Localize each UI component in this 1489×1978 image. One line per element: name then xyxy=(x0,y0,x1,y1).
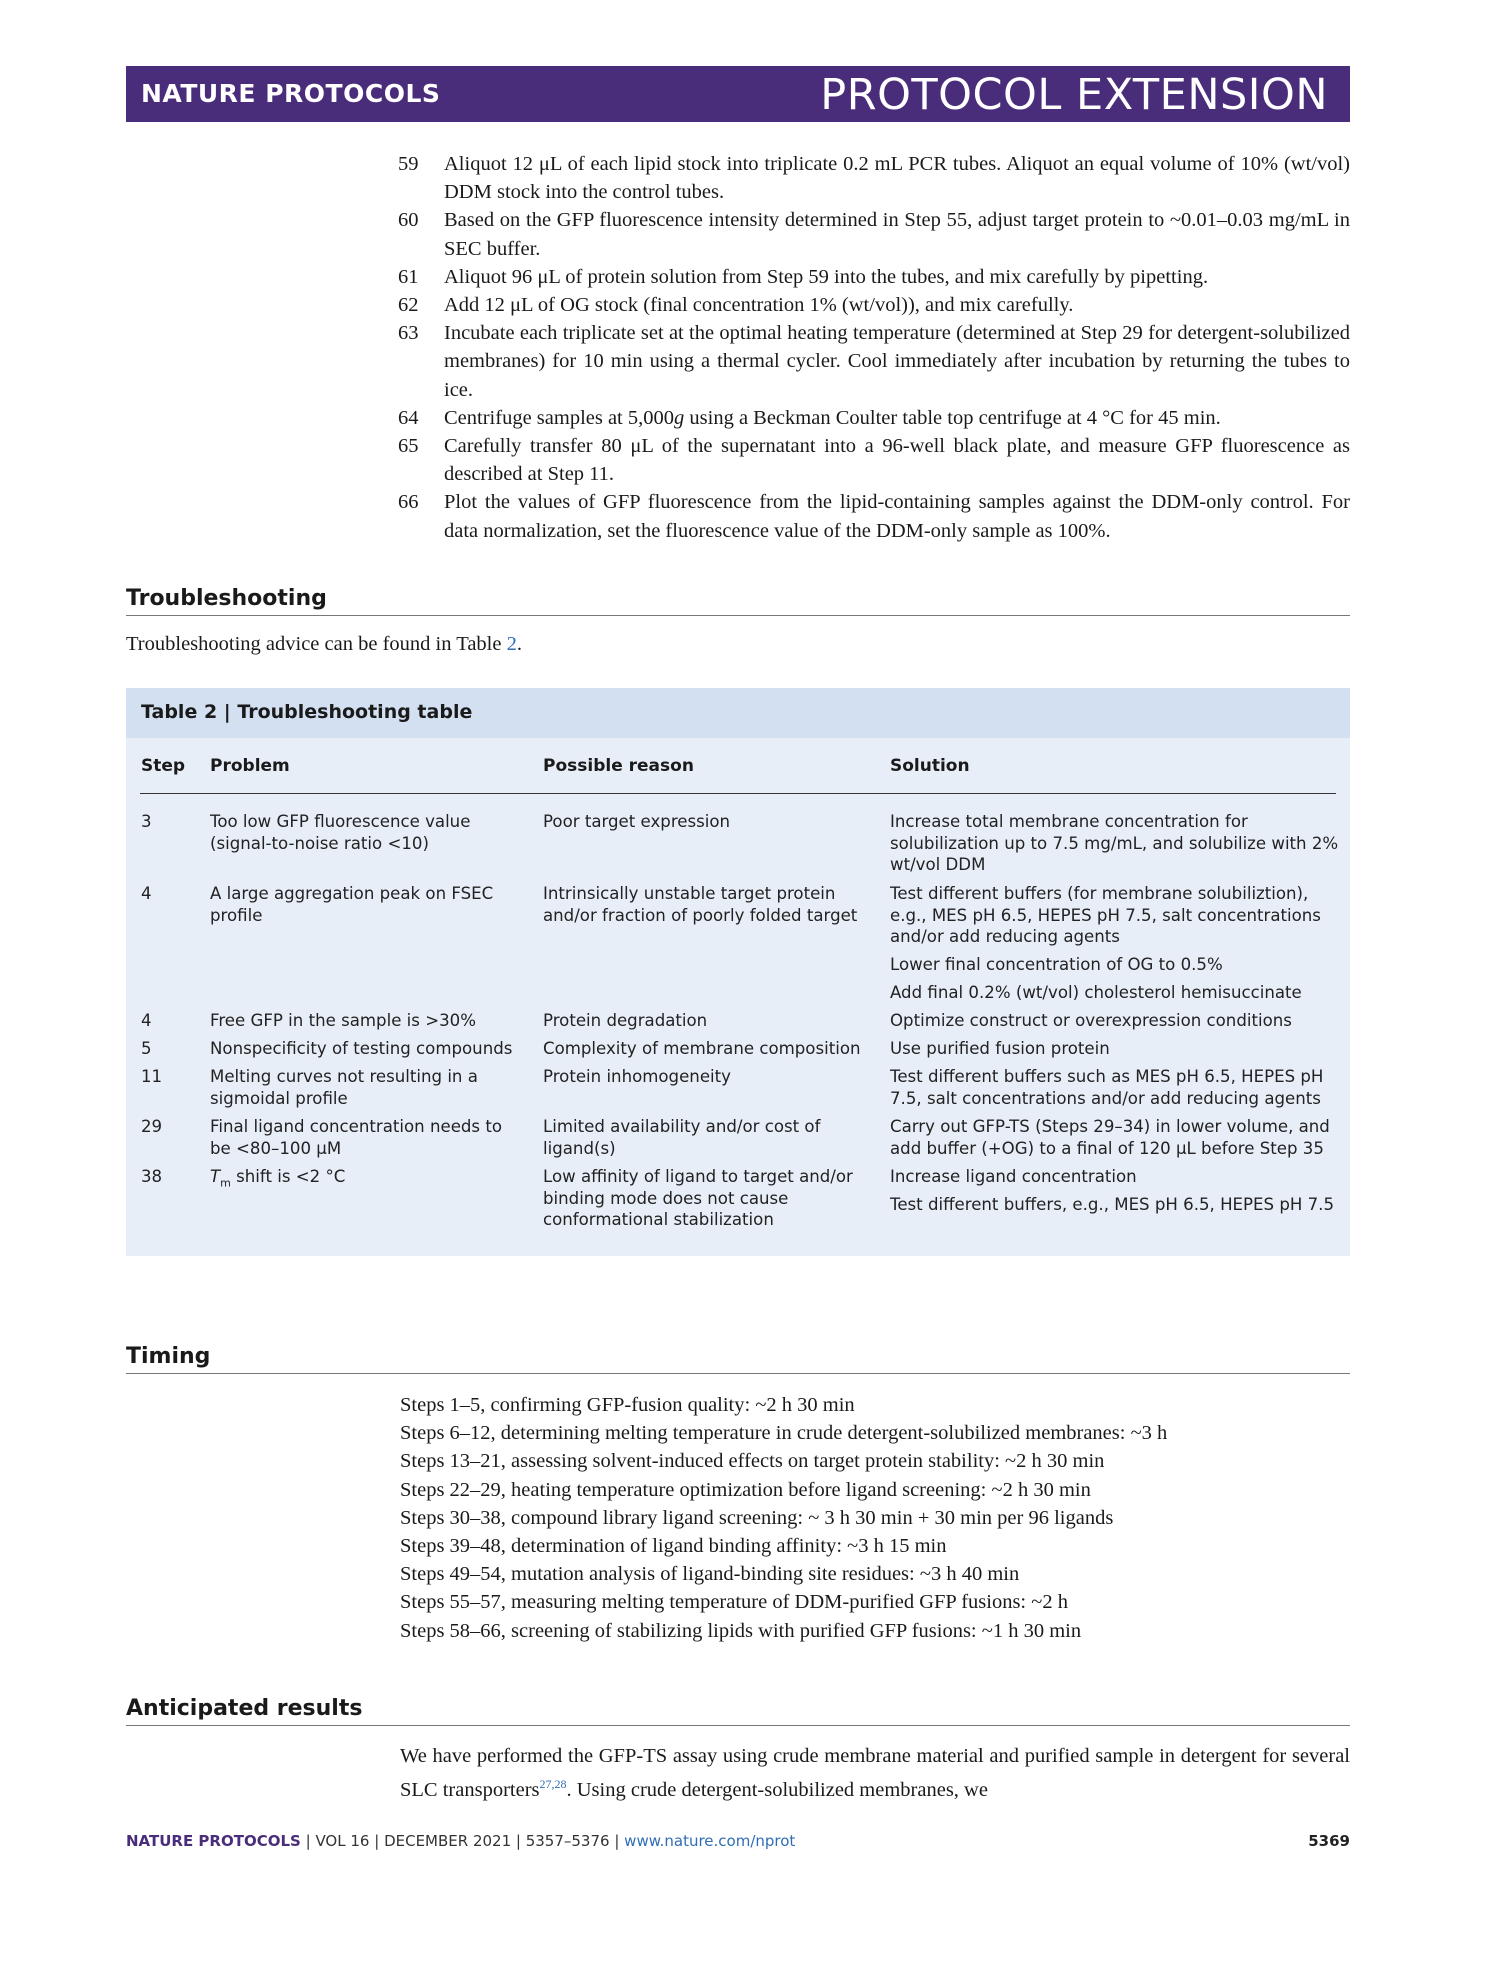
footer-url-link[interactable]: www.nature.com/nprot xyxy=(624,1832,796,1850)
timing-line: Steps 55–57, measuring melting temperature of DDM-purified GFP fusions: ~2 h xyxy=(400,1591,1068,1614)
table-row-3-reason: Protein degradation xyxy=(543,1011,708,1030)
table-row-6-solution: Carry out GFP-TS (Steps 29–34) in lower volume, and add buffer (+OG) to a final of 120 μL before Step 35 xyxy=(890,1117,1330,1158)
table-row-7-step: 38 xyxy=(141,1167,163,1186)
step-66: 66 Plot the values of GFP fluorescence from the lipid-containing samples against the DDM-only control. For data normalization, set the fluorescence value of the DDM-only sample as 100%. xyxy=(398,491,1350,542)
table-row-5-solution: Test different buffers such as MES pH 6.5, HEPES pH 7.5, salt concentrations and/or add reducing agents xyxy=(890,1067,1324,1108)
step-62: 62 Add 12 μL of OG stock (final concentration 1% (wt/vol)), and mix carefully. xyxy=(398,294,1074,317)
table-row-3-solution: Optimize construct or overexpression conditions xyxy=(890,1011,1292,1030)
step-63: 63 Incubate each triplicate set at the optimal heating temperature (determined at Step 29 for detergent-solubilized membranes) for 10 min using a thermal cycler. Cool immediately after incubation by returning the tubes to ice. xyxy=(398,322,1350,401)
table-row-4-step: 5 xyxy=(141,1039,152,1058)
table-row-5-reason: Protein inhomogeneity xyxy=(543,1067,731,1086)
col-header-reason: Possible reason xyxy=(543,756,694,776)
table-title-bar xyxy=(126,688,1350,738)
step-60: 60 Based on the GFP fluorescence intensity determined in Step 55, adjust target protein to ~0.01–0.03 mg/mL in SEC buffer. xyxy=(398,209,1350,260)
table-row-7-reason: Low affinity of ligand to target and/or binding mode does not cause conformational stabilization xyxy=(543,1167,853,1229)
step-65: 65 Carefully transfer 80 μL of the supernatant into a 96-well black plate, and measure GFP fluorescence as described at Step 11. xyxy=(398,435,1350,486)
timing-line: Steps 39–48, determination of ligand binding affinity: ~3 h 15 min xyxy=(400,1535,947,1558)
anticipated-results-heading: Anticipated results xyxy=(126,1696,1350,1726)
timing-heading: Timing xyxy=(126,1344,1350,1374)
troubleshooting-heading: Troubleshooting xyxy=(126,586,1350,616)
table-row-2-problem: A large aggregation peak on FSEC profile xyxy=(210,884,494,925)
step-64: 64 Centrifuge samples at 5,000g using a Beckman Coulter table top centrifuge at 4 °C for 45 min. xyxy=(398,406,1221,429)
journal-header-bar xyxy=(126,66,1350,122)
table-row-7-solution: Increase ligand concentration xyxy=(890,1167,1137,1186)
table-row-6-problem: Final ligand concentration needs to be <80–100 μM xyxy=(210,1117,503,1158)
table-row-4-solution: Use purified fusion protein xyxy=(890,1039,1110,1058)
col-header-solution: Solution xyxy=(890,756,970,776)
step-59: 59 Aliquot 12 μL of each lipid stock into triplicate 0.2 mL PCR tubes. Aliquot an equal volume of 10% (wt/vol) DDM stock into the control tubes. xyxy=(398,153,1350,204)
table-row-2-step: 4 xyxy=(141,884,152,903)
table-row-4-reason: Complexity of membrane composition xyxy=(543,1039,861,1058)
timing-line: Steps 49–54, mutation analysis of ligand-binding site residues: ~3 h 40 min xyxy=(400,1563,1020,1586)
troubleshooting-paragraph: Troubleshooting advice can be found in Table 2. xyxy=(126,633,522,655)
reference-28-link[interactable]: 28 xyxy=(554,1777,567,1792)
table-row-7-solution-2: Test different buffers, e.g., MES pH 6.5, HEPES pH 7.5 xyxy=(890,1195,1335,1214)
timing-list xyxy=(400,1391,1350,1645)
header-rule xyxy=(140,793,1336,794)
timing-line: Steps 13–21, assessing solvent-induced effects on target protein stability: ~2 h 30 min xyxy=(400,1450,1105,1473)
table-row-5-problem: Melting curves not resulting in a sigmoidal profile xyxy=(210,1067,478,1108)
table-row-2-solution-3: Add final 0.2% (wt/vol) cholesterol hemisuccinate xyxy=(890,983,1302,1002)
table-row-2-reason: Intrinsically unstable target protein and/or fraction of poorly folded target xyxy=(543,884,858,925)
troubleshooting-table xyxy=(126,688,1350,1256)
timing-line: Steps 30–38, compound library ligand screening: ~ 3 h 30 min + 30 min per 96 ligands xyxy=(400,1506,1114,1529)
table-row-6-reason: Limited availability and/or cost of ligand(s) xyxy=(543,1117,821,1158)
timing-line: Steps 6–12, determining melting temperature in crude detergent-solubilized membranes: ~3 h xyxy=(400,1422,1168,1445)
table-row-2-solution-2: Lower final concentration of OG to 0.5% xyxy=(890,955,1223,974)
table-row-4-problem: Nonspecificity of testing compounds xyxy=(210,1039,513,1058)
timing-line: Steps 22–29, heating temperature optimization before ligand screening: ~2 h 30 min xyxy=(400,1478,1091,1501)
step-61: 61 Aliquot 96 μL of protein solution from Step 59 into the tubes, and mix carefully by pipetting. xyxy=(398,265,1209,288)
page-number: 5369 xyxy=(1308,1832,1350,1850)
col-header-problem: Problem xyxy=(210,756,290,776)
table-row-2-solution: Test different buffers (for membrane solubiliztion), e.g., MES pH 6.5, HEPES pH 7.5, salt concentrations and/or add reducing agents xyxy=(890,884,1321,946)
table-row-3-problem: Free GFP in the sample is >30% xyxy=(210,1011,477,1030)
table-row-1-reason: Poor target expression xyxy=(543,812,731,831)
page-footer: NATURE PROTOCOLS | VOL 16 | DECEMBER 2021 | 5357–5376 | www.nature.com/nprot 5369 xyxy=(126,1832,1350,1850)
col-header-step: Step xyxy=(141,756,186,776)
table-row-5-step: 11 xyxy=(141,1067,163,1086)
table-row-1-step: 3 xyxy=(141,812,152,831)
footer-pages: 5357–5376 xyxy=(525,1832,610,1850)
table-row-7-problem: $T_m$ shift is <2 °C xyxy=(210,1167,346,1190)
anticipated-results-paragraph: We have performed the GFP-TS assay using crude membrane material and purified sample in detergent for several SLC transporters$^{27,28}$. Using crude detergent-solubilized membranes, we xyxy=(400,1745,1350,1802)
table-row-6-step: 29 xyxy=(141,1117,163,1136)
table-row-1-problem: Too low GFP fluorescence value (signal-to-noise ratio <10) xyxy=(210,812,471,853)
section-label: PROTOCOL EXTENSION xyxy=(820,70,1328,120)
table-2-link[interactable]: 2 xyxy=(506,633,517,655)
table-row-1-solution: Increase total membrane concentration for solubilization up to 7.5 mg/mL, and solubilize with 2% wt/vol DDM xyxy=(890,812,1339,874)
procedure-steps xyxy=(398,150,1350,545)
footer-journal: NATURE PROTOCOLS xyxy=(126,1832,301,1850)
table-title: Table 2 | Troubleshooting table xyxy=(141,701,473,723)
timing-line: Steps 58–66, screening of stabilizing lipids with purified GFP fusions: ~1 h 30 min xyxy=(400,1619,1082,1642)
reference-27-link[interactable]: 27 xyxy=(539,1777,552,1792)
timing-line: Steps 1–5, confirming GFP-fusion quality: ~2 h 30 min xyxy=(400,1394,855,1416)
table-row-3-step: 4 xyxy=(141,1011,152,1030)
footer-volume: VOL 16 xyxy=(315,1832,370,1850)
journal-name: NATURE PROTOCOLS xyxy=(141,79,441,108)
footer-date: DECEMBER 2021 xyxy=(384,1832,512,1850)
